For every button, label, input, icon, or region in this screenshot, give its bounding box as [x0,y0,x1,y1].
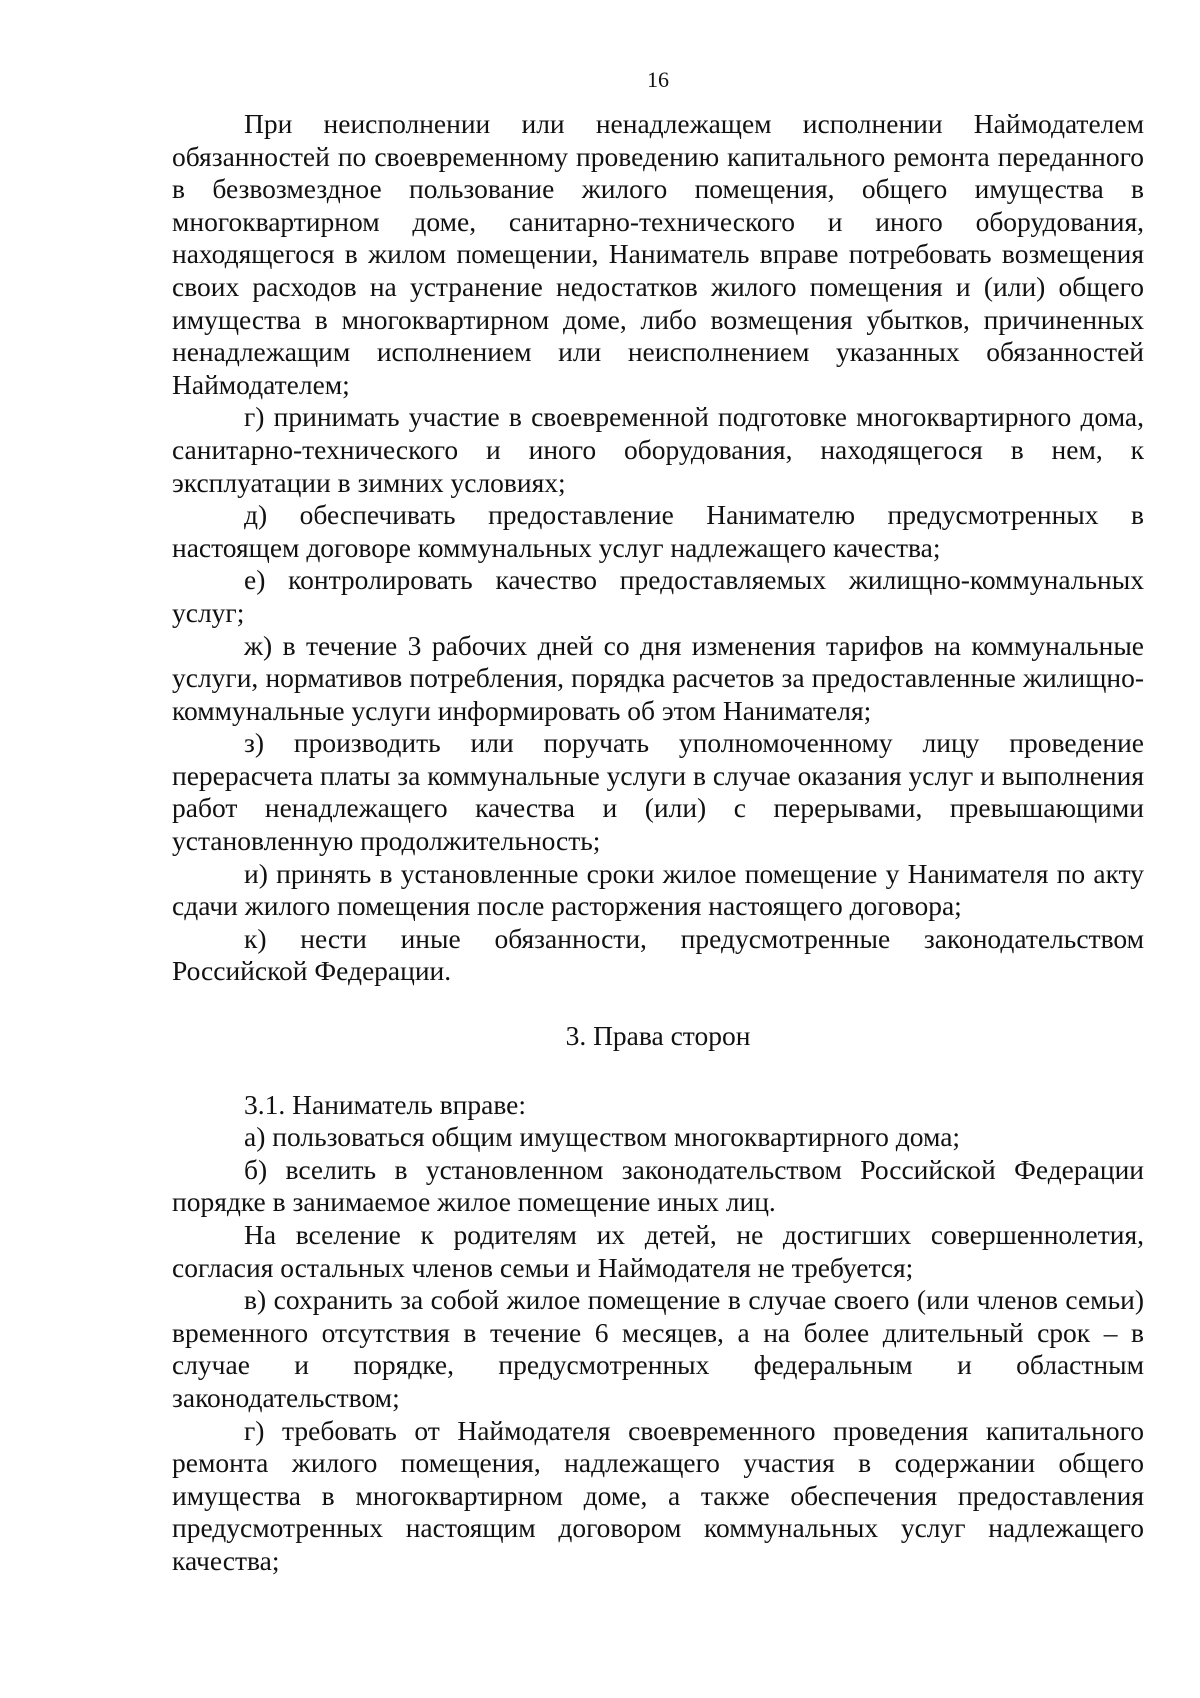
paragraph-item-g-winter-preparation: г) принимать участие в своевременной подготовке многоквартирного дома, санитарно-технического и иного оборудования, находящегося в нем, к эксплуатации в зимних условиях; [172,401,1144,498]
document-page [172,66,1144,1578]
paragraph-item-a-common-property: а) пользоваться общим имуществом многоквартирного дома; [244,1121,961,1153]
paragraph-item-g-demand-repair: г) требовать от Наймодателя своевременного проведения капитального ремонта жилого помещения, надлежащего участия в содержании общего имущества в многоквартирном доме, а также обеспечения предоставления предусмотренных настоящим договором коммунальных услуг надлежащего качества; [172,1414,1144,1576]
paragraph-item-k-other-duties: к) нести иные обязанности, предусмотренные законодательством Российской Федерации. [172,922,1144,987]
paragraph-item-z-recalculation: з) производить или поручать уполномоченному лицу проведение перерасчета платы за коммунальные услуги в случае оказания услуг и выполнения работ ненадлежащего качества и (или) с перерывами, превышающими установленную продолжительность; [172,727,1145,857]
section-heading-rights: 3. Права сторон [565,1020,751,1052]
paragraph-item-b-move-in-persons: б) вселить в установленном законодательством Российской Федерации порядке в занимаемое жилое помещение иных лиц. [172,1153,1144,1218]
paragraph-landlord-failure-compensation: При неисполнении или ненадлежащем исполнении Наймодателем обязанностей по своевременному проведению капитального ремонта переданного в безвозмездное пользование жилого помещения, общего имущества в многоквартирном доме, санитарно-технического и иного оборудования, находящегося в жилом помещении, Наниматель вправе потребовать возмещения своих расходов на устранение недостатков жилого помещения и (или) общего имущества в многоквартирном доме, либо возмещения убытков, причиненных ненадлежащим исполнением или неисполнением указанных обязанностей Наймодателем; [172,108,1144,400]
paragraph-item-d-utility-provision: д) обеспечивать предоставление Нанимателю предусмотренных в настоящем договоре коммунальных услуг надлежащего качества; [172,499,1144,563]
paragraph-item-i-accept-premises: и) принять в установленные сроки жилое помещение у Нанимателя по акту сдачи жилого помещения после расторжения настоящего договора; [172,857,1144,922]
paragraph-children-move-in: На вселение к родителям их детей, не достигших совершеннолетия, согласия остальных членов семьи и Наймодателя не требуется; [172,1219,1144,1283]
paragraph-item-zh-tariff-notice: ж) в течение 3 рабочих дней со дня изменения тарифов на коммунальные услуги, нормативов потребления, порядка расчетов за предоставленные жилищно-коммунальные услуги информировать об этом Нанимателя; [172,629,1144,726]
page-number: 16 [647,67,669,92]
paragraph-item-v-keep-premises: в) сохранить за собой жилое помещение в случае своего (или членов семьи) временного отсутствия в течение 6 месяцев, а на более длительный срок – в случае и порядке, предусмотренных федеральным и областным законодательством; [172,1284,1144,1413]
paragraph-3-1-tenant-rights: 3.1. Наниматель вправе: [244,1088,527,1120]
paragraph-item-e-quality-control: е) контролировать качество предоставляемых жилищно-коммунальных услуг; [172,564,1144,628]
